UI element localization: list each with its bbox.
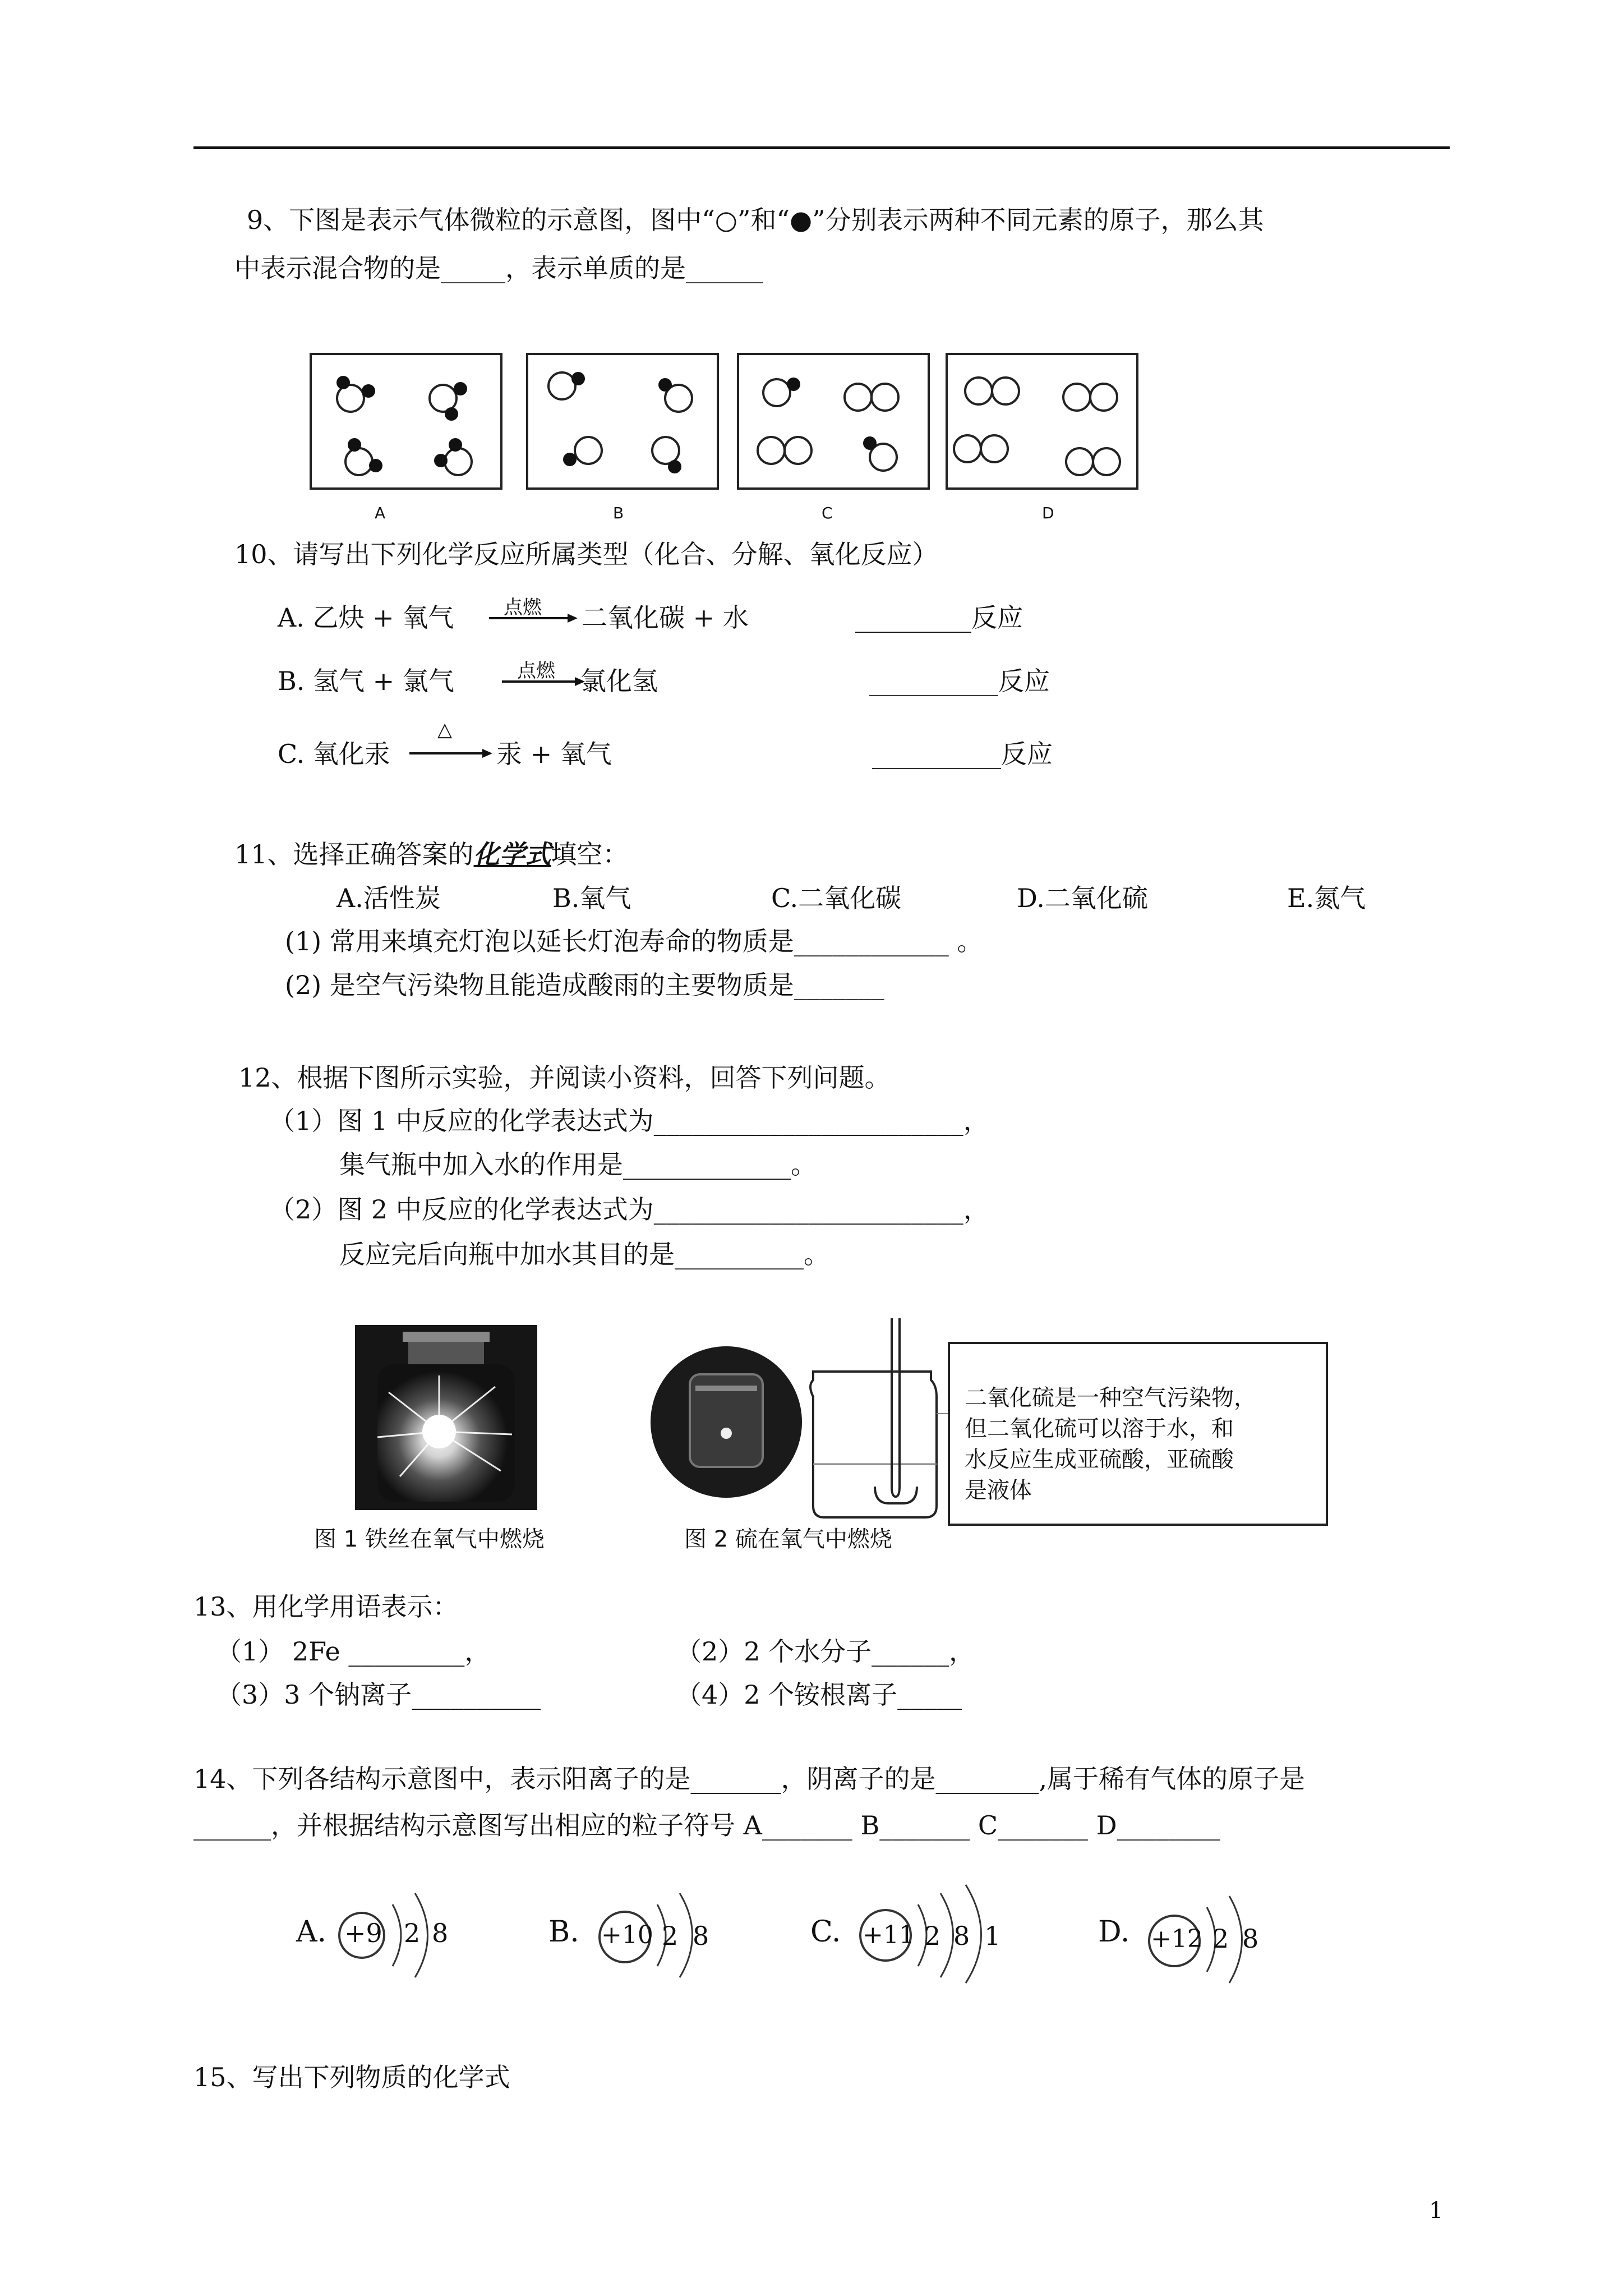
reading-note-line1: 二氧化硫是一种空气污染物， [965,1385,1256,1411]
atom-a-nucleus: +9 [344,1918,382,1948]
box-label-d: D [1042,504,1054,522]
q12-line3: （2）图 2 中反应的化学表达式为________________________， [269,1194,989,1225]
atom-c-shell2: 8 [953,1921,970,1951]
q12-title: 12、根据下图所示实验，并阅读小资料，回答下列问题。 [238,1062,891,1093]
q14-line2: ______，并根据结构示意图写出相应的粒子符号 A_______ B_______ C_______ D________ [193,1810,1220,1841]
q11-option-b: B.氧气 [552,883,631,913]
q11-option-a: A.活性炭 [336,883,441,913]
q10-a-right: 二氧化碳 + 水 [582,602,749,633]
particle-box-b [527,354,718,489]
q15-title: 15、写出下列物质的化学式 [193,2062,510,2092]
q11-option-c: C.二氧化碳 [771,883,902,913]
atom-b-shell1: 2 [662,1921,679,1951]
fig1-caption: 图 1 铁丝在氧气中燃烧 [314,1526,545,1552]
q13-part1: （1） 2Fe _________， [216,1636,491,1667]
atom-b-nucleus: +10 [601,1921,653,1949]
reading-note-line3: 水反应生成亚硫酸，亚硫酸 [965,1447,1234,1473]
box-label-b: B [613,504,624,522]
q10-title: 10、请写出下列化学反应所属类型（化合、分解、氧化反应） [234,539,938,569]
q11-title: 11、选择正确答案的化学式填空： [234,839,629,869]
q13-part2: （2）2 个水分子______， [676,1636,975,1667]
q9-line1: 9、下图是表示气体微粒的示意图，图中“○”和“●”分别表示两种不同元素的原子，那么其 [247,205,1264,235]
particle-box-a [311,354,501,489]
q10-c-right: 汞 + 氧气 [496,739,612,769]
box-label-a: A [375,504,386,522]
q13-part4: （4）2 个铵根离子_____ [676,1680,962,1710]
q10-b-condition: 点燃 [517,660,555,682]
q10-b-right: 氯化氢 [580,666,658,696]
q10-b-arrow [502,676,586,687]
q10-b-left: B. 氢气 + 氯气 [278,666,454,696]
box-label-c: C [822,504,833,522]
q11-option-e: E.氮气 [1287,883,1366,913]
atom-a-shell1: 2 [404,1918,421,1948]
q12-line1: （1）图 1 中反应的化学表达式为________________________， [269,1106,989,1136]
q10-a-blank[interactable]: _________反应 [855,602,1023,633]
atom-a-shell2: 8 [432,1918,449,1948]
reading-note-line4: 是液体 [965,1478,1032,1503]
q9-line2: 中表示混合物的是_____，表示单质的是______ [234,253,763,283]
atom-b-label: B. [548,1915,579,1949]
particle-box-c [738,354,929,489]
header-rule [193,146,1450,149]
q13-part3: （3）3 个钠离子__________ [216,1680,541,1710]
atom-c-shell1: 2 [924,1921,941,1951]
q10-a-condition: 点燃 [504,596,542,619]
q11-option-d: D.二氧化硫 [1017,883,1148,913]
q13-title: 13、用化学用语表示： [193,1591,459,1622]
atom-d-nucleus: +12 [1151,1925,1203,1953]
atom-c-label: C. [810,1915,841,1949]
fig2-sulfur-burning-photo [651,1318,942,1526]
q14-line1: 14、下列各结构示意图中，表示阳离子的是_______，阴离子的是________,属于稀有气体的原子是 [193,1764,1306,1794]
q11-sub1: (1) 常用来填充灯泡以延长灯泡寿命的物质是____________ 。 [285,926,983,956]
atom-d-label: D. [1098,1915,1130,1949]
q12-line2: 集气瓶中加入水的作用是_____________。 [339,1149,817,1180]
particle-box-d [947,354,1137,489]
q10-c-blank[interactable]: __________反应 [872,739,1053,769]
atom-d-shell1: 2 [1212,1924,1229,1954]
q10-b-blank[interactable]: __________反应 [869,666,1050,696]
fig2-caption: 图 2 硫在氧气中燃烧 [684,1526,892,1552]
fig1-iron-burning-photo [355,1325,537,1510]
q9-particle-diagrams [308,351,1138,530]
q10-c-arrow [409,748,494,759]
q10-a-arrow [489,613,579,624]
atom-b-shell2: 8 [693,1921,709,1951]
q10-c-left: C. 氧化汞 [278,739,390,769]
atom-c-shell3: 1 [984,1921,1001,1951]
page-number: 1 [1429,2198,1444,2224]
q10-c-condition: △ [437,719,453,741]
q12-line4: 反应完后向瓶中加水其目的是__________。 [339,1239,829,1269]
atom-a-label: A. [296,1915,327,1949]
atom-d-shell2: 8 [1242,1924,1259,1954]
q10-a-left: A. 乙炔 + 氧气 [278,602,454,633]
atom-c-nucleus: +11 [863,1921,915,1949]
reading-note-line2: 但二氧化硫可以溶于水，和 [965,1416,1234,1442]
q11-sub2: (2) 是空气污染物且能造成酸雨的主要物质是_______ [285,970,884,1000]
